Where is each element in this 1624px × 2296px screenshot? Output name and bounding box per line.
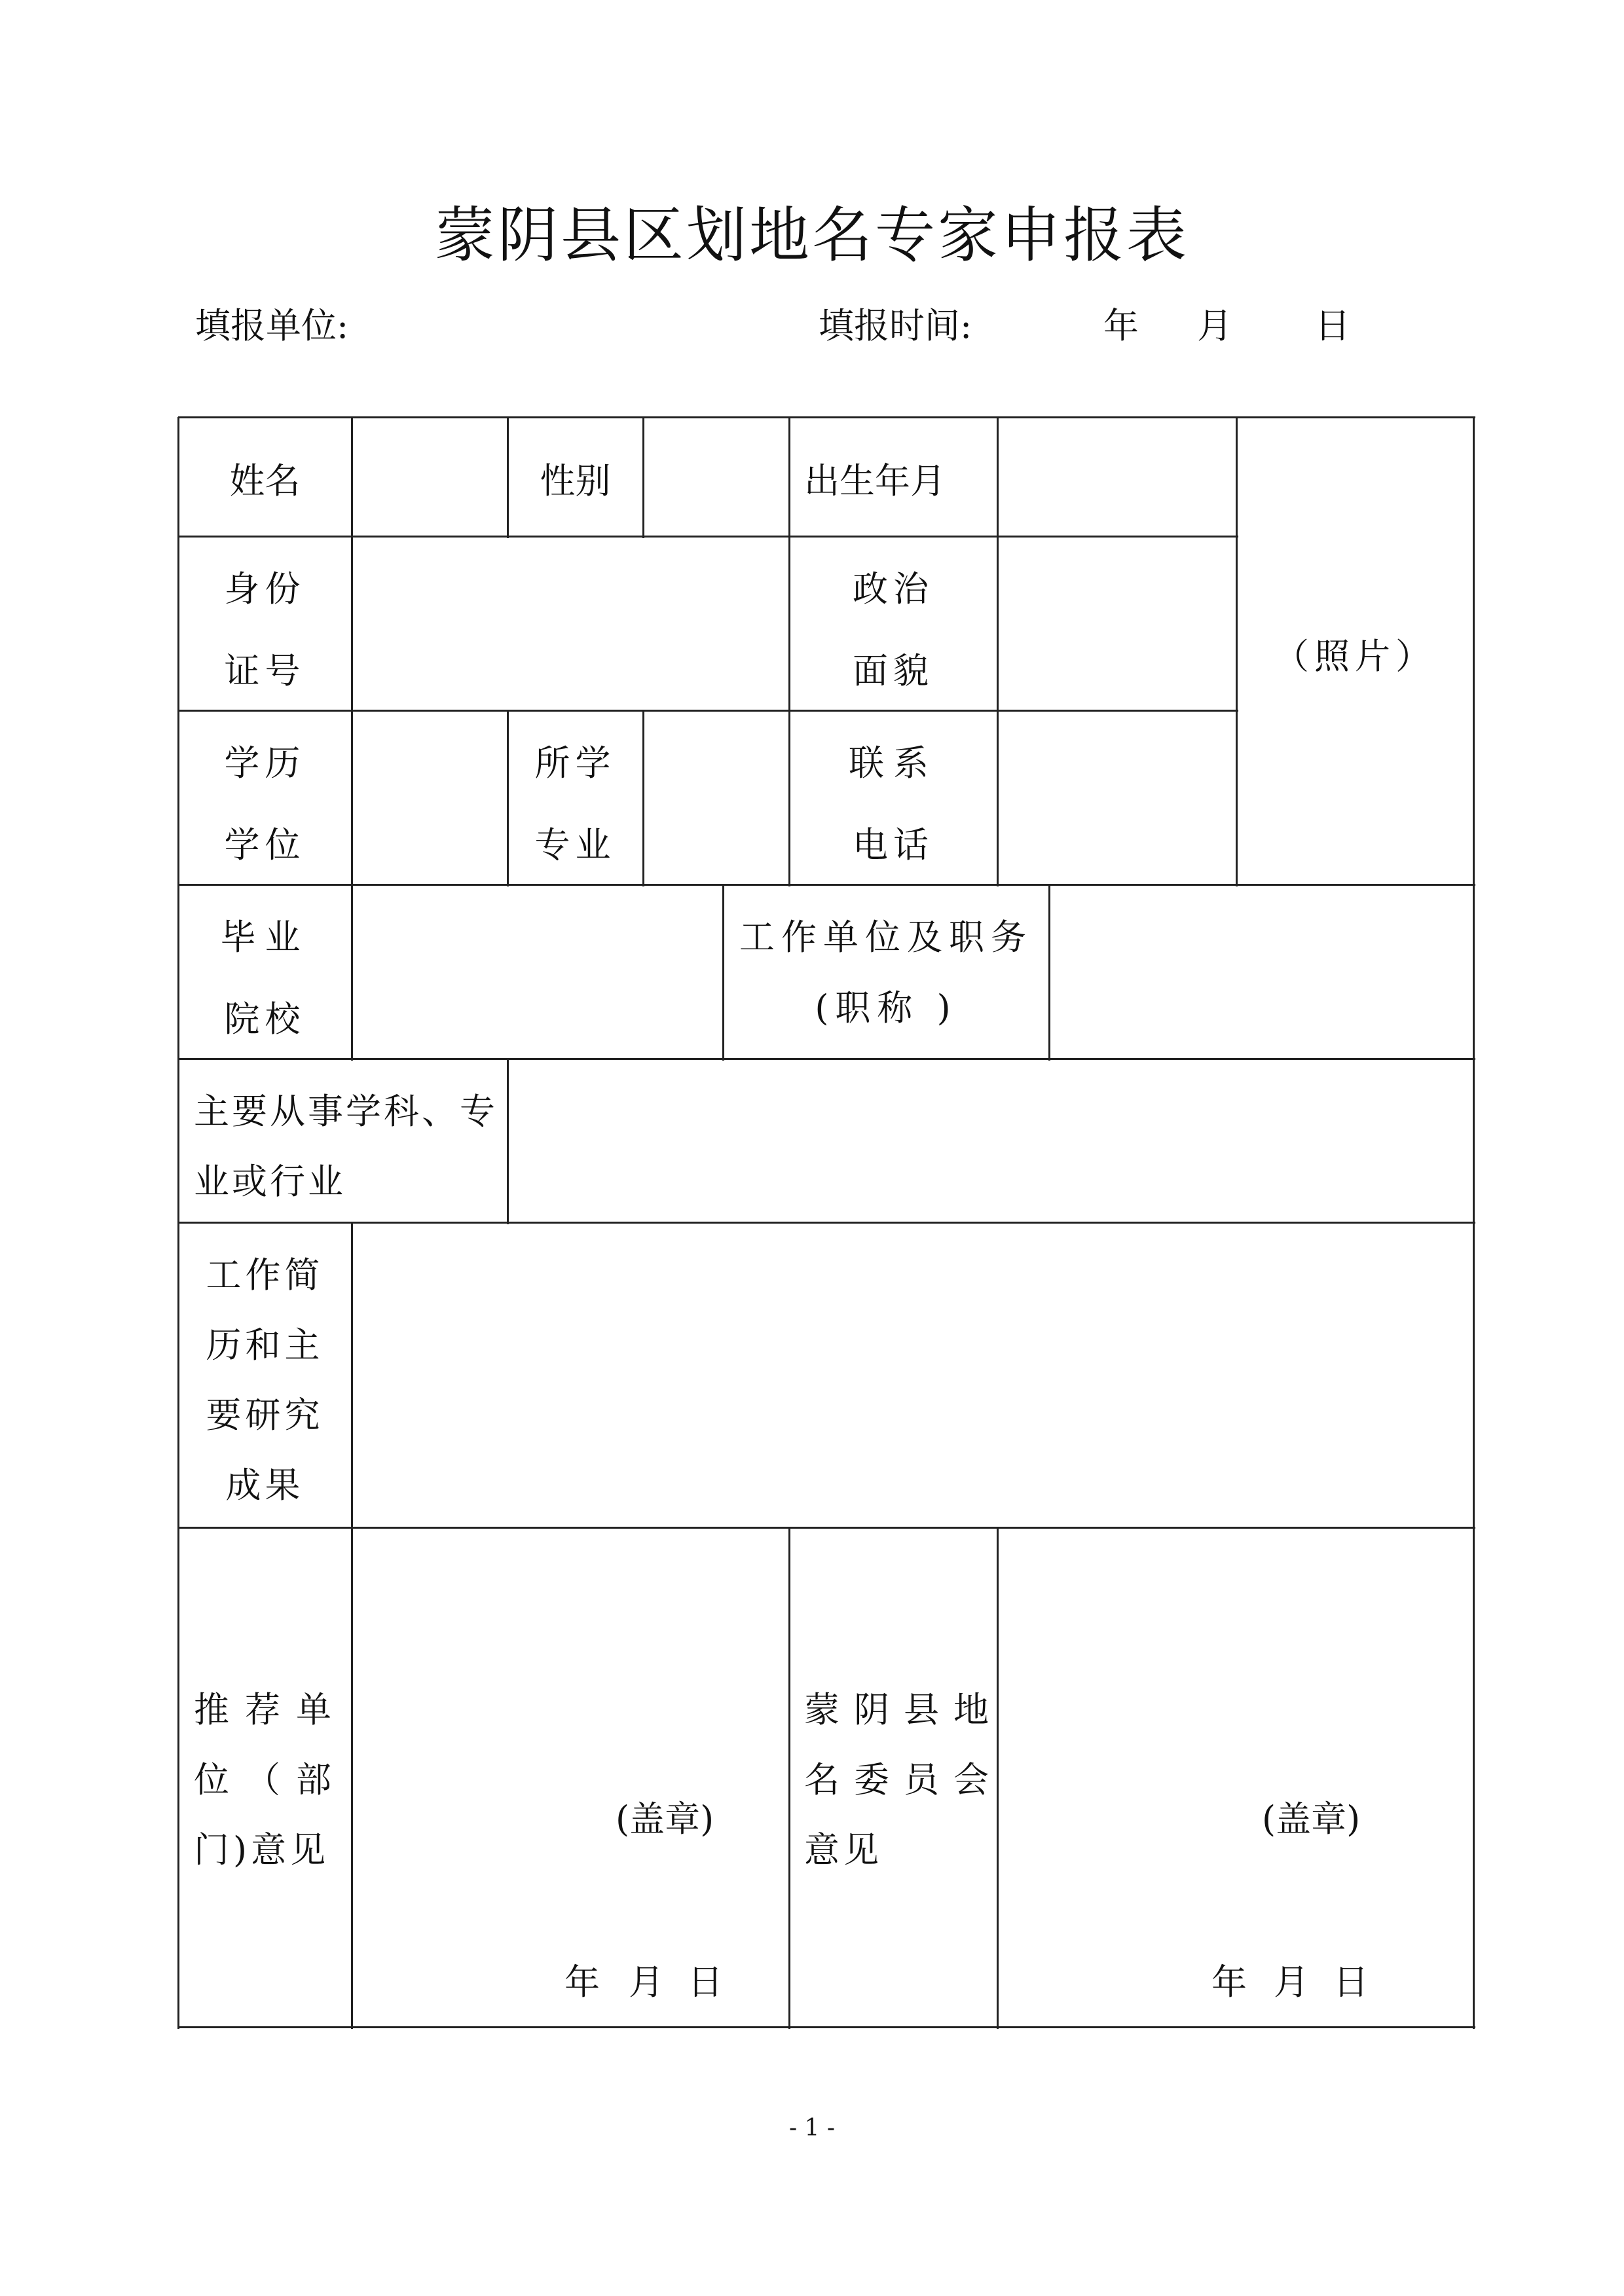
birth-field[interactable] bbox=[1000, 420, 1234, 534]
resume-field[interactable] bbox=[354, 1225, 1471, 1525]
id-number-field[interactable] bbox=[354, 539, 786, 708]
table-border bbox=[788, 1527, 790, 2029]
gender-label: 性别 bbox=[540, 460, 611, 501]
discipline-label-line2: 业或行业 bbox=[194, 1161, 346, 1202]
table-border bbox=[1048, 884, 1050, 1061]
education-label-line2: 学位 bbox=[224, 824, 306, 866]
job-label-line2: (职称 ) bbox=[815, 987, 957, 1029]
discipline-field[interactable] bbox=[510, 1061, 1471, 1220]
page-title: 蒙阴县区划地名专家申报表 bbox=[434, 200, 1189, 270]
recommend-date-month: 月 bbox=[629, 1961, 664, 2003]
fill-time-year: 年 bbox=[1103, 305, 1139, 346]
contact-label-line2: 电话 bbox=[853, 824, 934, 866]
recommend-label-line3: 门)意见 bbox=[194, 1829, 330, 1870]
page-number: - 1 - bbox=[788, 2115, 836, 2141]
id-label-line2: 证号 bbox=[224, 650, 306, 691]
photo-label: （照片） bbox=[1274, 636, 1436, 677]
major-label-line1: 所学 bbox=[534, 742, 616, 784]
committee-opinion-field[interactable] bbox=[1000, 1530, 1471, 2024]
committee-label-line1: 蒙阴县地 bbox=[804, 1689, 1003, 1730]
id-label-line1: 身份 bbox=[224, 568, 306, 610]
recommend-label-line1: 推荐单 bbox=[194, 1689, 347, 1730]
political-label-line2: 面貌 bbox=[853, 650, 934, 691]
recommend-label-line2: 位（部 bbox=[194, 1759, 347, 1800]
recommend-date-day: 日 bbox=[688, 1961, 723, 2003]
name-field[interactable] bbox=[354, 420, 505, 534]
committee-label-line2: 名委员会 bbox=[804, 1759, 1003, 1800]
job-field[interactable] bbox=[1052, 887, 1471, 1056]
major-label-line2: 专业 bbox=[534, 824, 616, 866]
committee-label-line3: 意见 bbox=[804, 1829, 883, 1870]
fill-unit-label: 填报单位: bbox=[195, 305, 349, 346]
resume-label-line2: 历和主 bbox=[206, 1324, 324, 1366]
education-field[interactable] bbox=[354, 713, 505, 882]
recommend-seal: (盖章) bbox=[616, 1798, 714, 1840]
table-border-bottom bbox=[178, 2026, 1475, 2028]
birth-label: 出生年月 bbox=[804, 460, 946, 501]
school-label-line2: 院校 bbox=[224, 998, 306, 1040]
contact-label-line1: 联系 bbox=[849, 742, 938, 784]
school-label-line1: 毕业 bbox=[220, 917, 310, 958]
table-border bbox=[178, 884, 1475, 886]
resume-label-line3: 要研究 bbox=[206, 1394, 324, 1436]
photo-field[interactable] bbox=[1239, 420, 1471, 882]
committee-date-day: 日 bbox=[1333, 1961, 1369, 2003]
committee-date-year: 年 bbox=[1211, 1961, 1247, 2003]
table-border bbox=[178, 536, 1238, 538]
committee-seal: (盖章) bbox=[1262, 1798, 1361, 1840]
table-border-top bbox=[178, 416, 1475, 418]
name-label: 姓名 bbox=[229, 460, 301, 501]
resume-label-line4: 成果 bbox=[225, 1465, 304, 1506]
committee-date-month: 月 bbox=[1274, 1961, 1309, 2003]
fill-time-day: 日 bbox=[1315, 305, 1350, 346]
job-label-line1: 工作单位及职务 bbox=[739, 917, 1033, 958]
table-border bbox=[178, 1058, 1475, 1060]
political-status-field[interactable] bbox=[1000, 539, 1234, 708]
gender-field[interactable] bbox=[646, 420, 786, 534]
fill-time-month: 月 bbox=[1197, 305, 1232, 346]
political-label-line1: 政治 bbox=[853, 568, 934, 610]
fill-time-label: 填报时间: bbox=[819, 305, 972, 346]
discipline-label-line1: 主要从事学科、专 bbox=[194, 1091, 498, 1132]
contact-phone-field[interactable] bbox=[1000, 713, 1234, 882]
table-border bbox=[722, 884, 724, 1061]
table-border bbox=[178, 1527, 1475, 1529]
recommend-opinion-field[interactable] bbox=[354, 1530, 786, 2024]
recommend-date-year: 年 bbox=[564, 1961, 600, 2003]
table-border bbox=[178, 1222, 1475, 1224]
table-border bbox=[178, 710, 1238, 712]
education-label-line1: 学历 bbox=[224, 742, 306, 784]
school-field[interactable] bbox=[354, 887, 720, 1056]
major-field[interactable] bbox=[646, 713, 786, 882]
resume-label-line1: 工作简 bbox=[206, 1254, 324, 1296]
